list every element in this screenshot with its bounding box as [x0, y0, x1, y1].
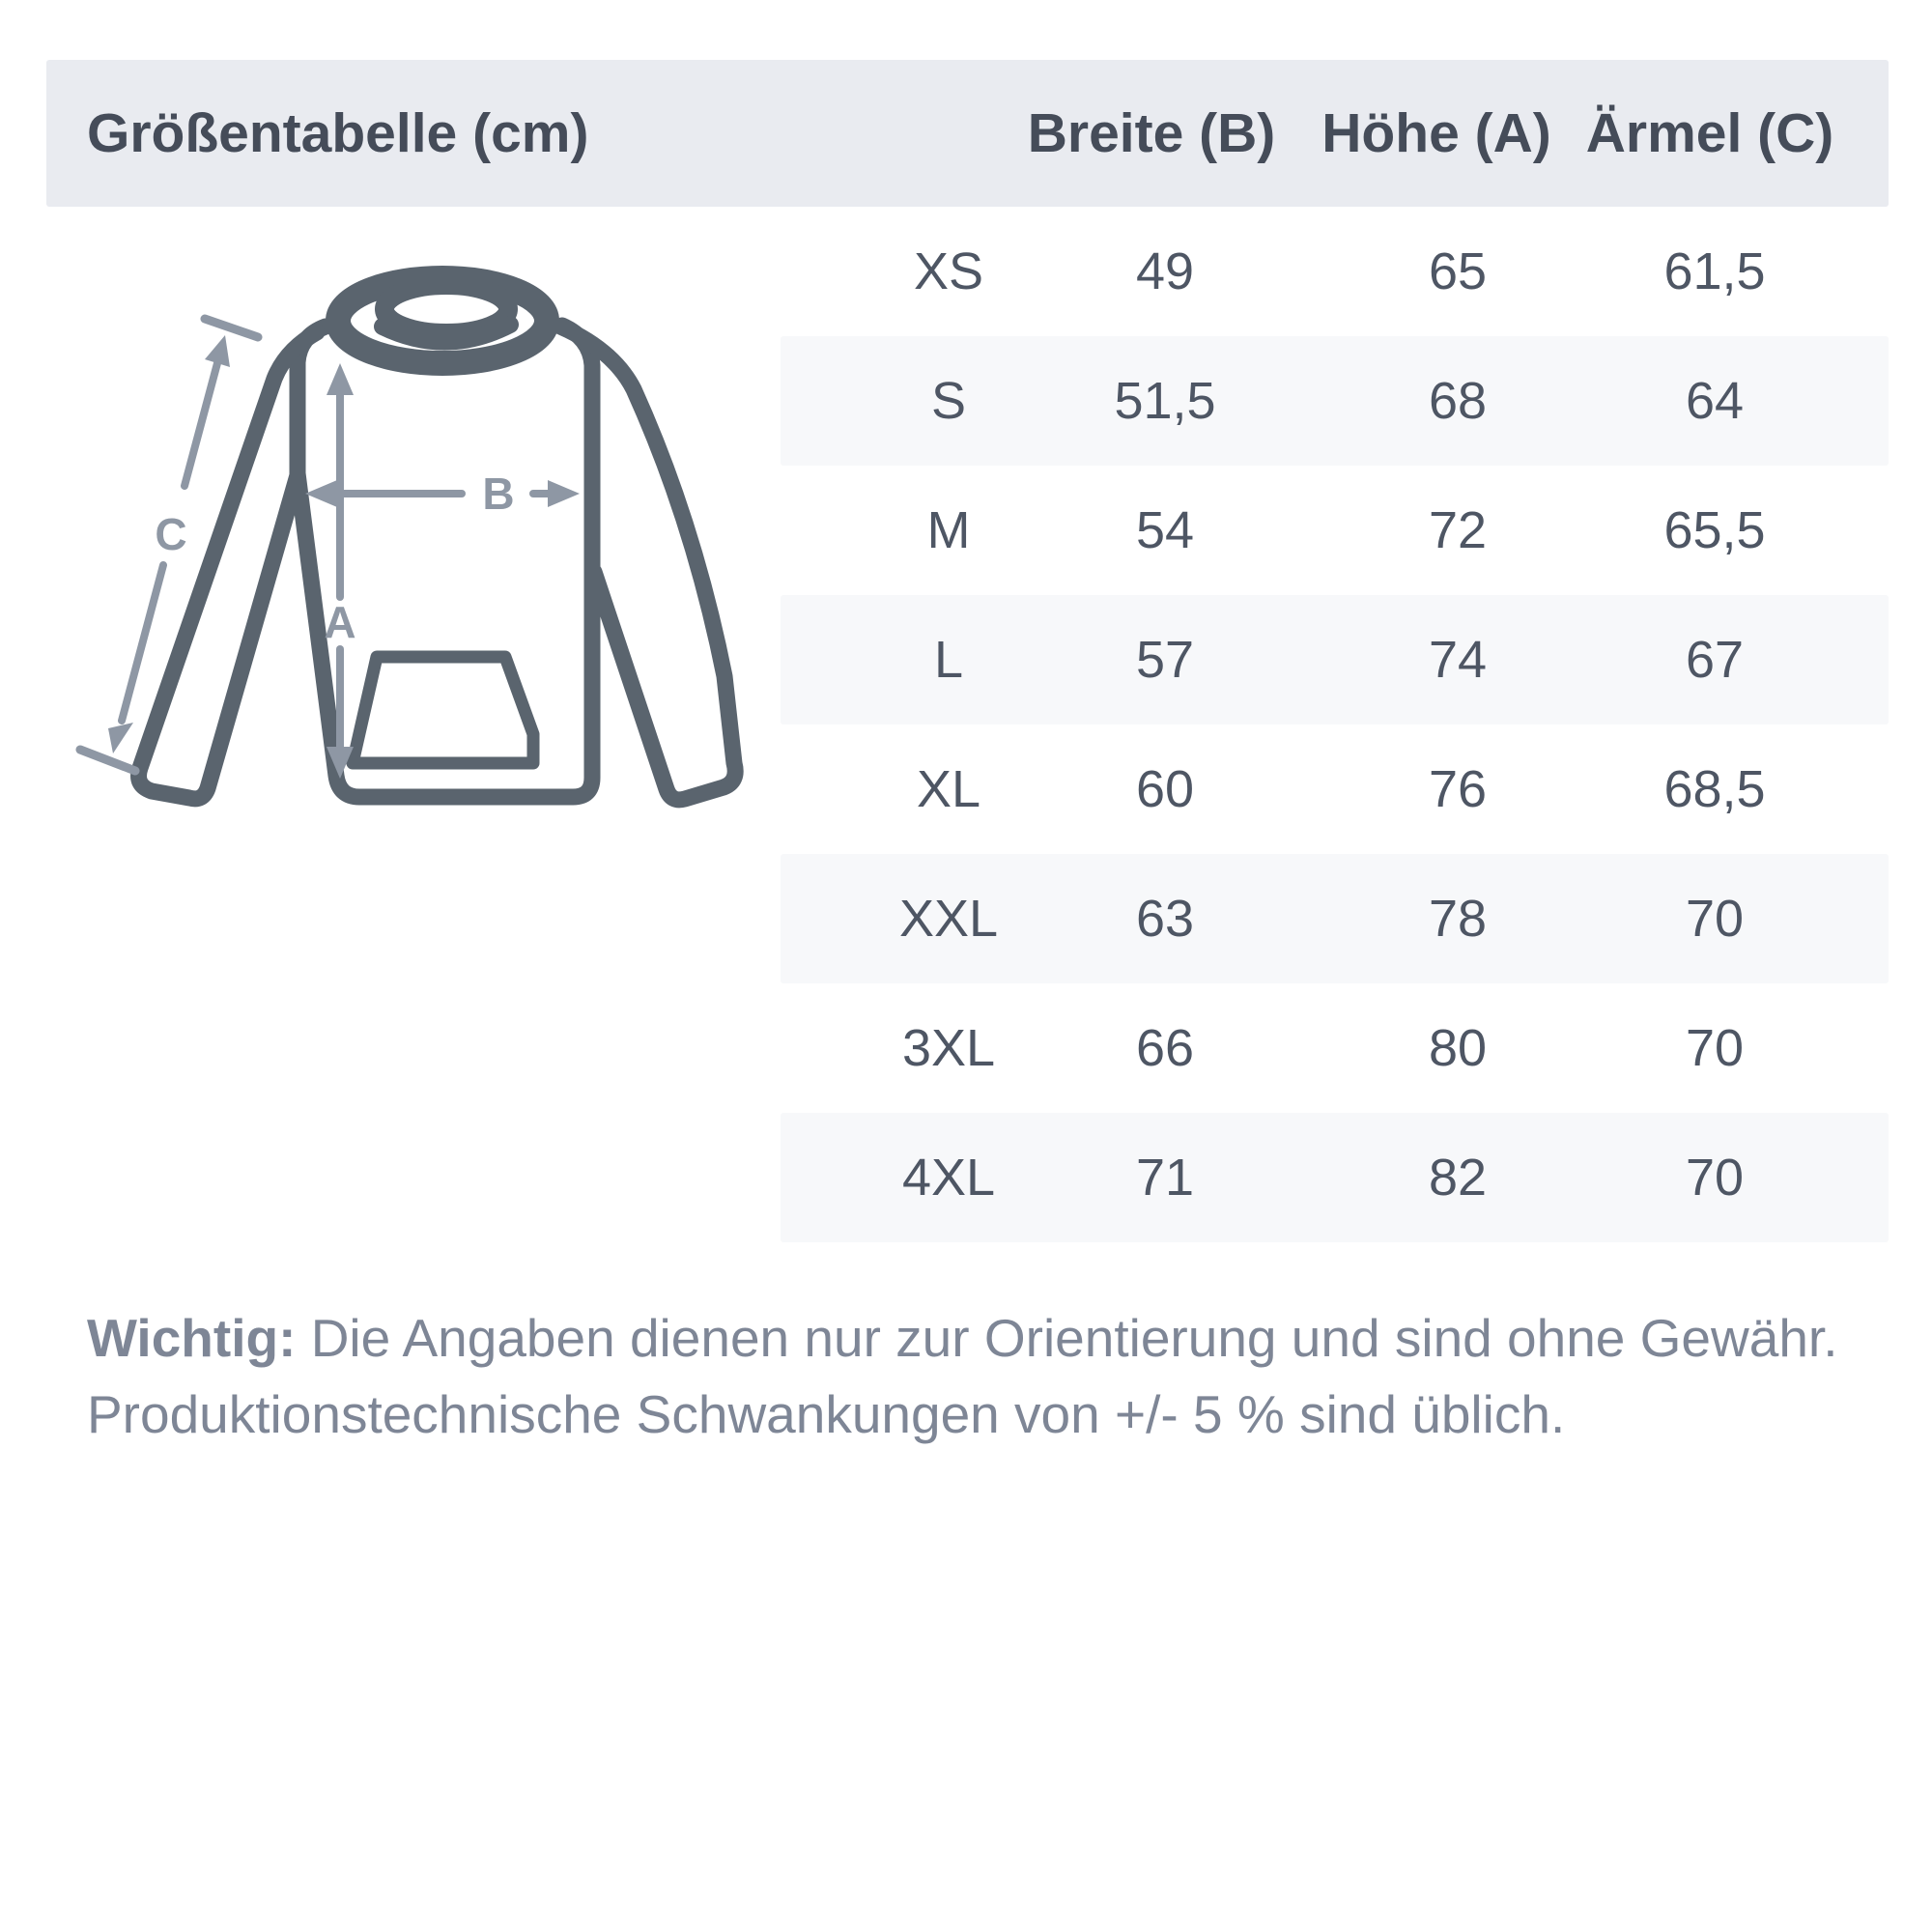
- hoehe-cell: 68: [1428, 372, 1488, 430]
- aermel-cell: 70: [1685, 890, 1745, 948]
- hoehe-cell: 76: [1428, 760, 1488, 818]
- hoodie-pocket: [353, 657, 533, 763]
- aermel-cell: 70: [1685, 1149, 1745, 1207]
- footer-line-1: [87, 1300, 1855, 1377]
- hoehe-cell: 80: [1428, 1019, 1488, 1077]
- aermel-cell: 68,5: [1663, 760, 1766, 818]
- footer-line-2: Produktionstechnische Schwankungen von +/- 5 % sind üblich.: [87, 1384, 1566, 1444]
- hoodie-measurement-diagram: [48, 213, 782, 850]
- size-cell: S: [930, 372, 967, 430]
- breite-cell: 57: [1135, 631, 1195, 689]
- size-cell: M: [926, 501, 971, 559]
- page-title: Größentabelle (cm): [87, 102, 589, 164]
- aermel-cell: 67: [1685, 631, 1745, 689]
- breite-cell: 60: [1135, 760, 1195, 818]
- table-row: [0, 1113, 1932, 1242]
- breite-cell: 54: [1135, 501, 1195, 559]
- label-height-a: A: [324, 597, 356, 647]
- aermel-cell: 65,5: [1663, 501, 1766, 559]
- breite-cell: 66: [1135, 1019, 1195, 1077]
- size-cell: 3XL: [901, 1019, 996, 1077]
- table-row: [0, 983, 1932, 1113]
- hoehe-cell: 74: [1428, 631, 1488, 689]
- size-cell: XL: [916, 760, 981, 818]
- label-sleeve-c: C: [155, 509, 187, 559]
- footer-note: [87, 1300, 1855, 1453]
- hoehe-cell: 72: [1428, 501, 1488, 559]
- column-header-breite: Breite (B): [1027, 102, 1276, 164]
- breite-cell: 71: [1135, 1149, 1195, 1207]
- width-dimension-arrow: [305, 480, 580, 507]
- table-row: [0, 854, 1932, 983]
- breite-cell: 51,5: [1114, 372, 1216, 430]
- column-header-hoehe: Höhe (A): [1321, 102, 1551, 164]
- sleeve-arrow-top-tick: [205, 319, 258, 337]
- footer-important-label: Wichtig:: [87, 1308, 297, 1368]
- footer-line-1-text: Die Angaben dienen nur zur Orientierung und sind ohne Gewähr.: [310, 1308, 1838, 1368]
- aermel-cell: 64: [1685, 372, 1745, 430]
- aermel-cell: 61,5: [1663, 242, 1766, 300]
- hoehe-cell: 82: [1428, 1149, 1488, 1207]
- size-chart-header: [46, 60, 1889, 207]
- hoehe-cell: 78: [1428, 890, 1488, 948]
- sleeve-arrow-bottom-tick: [80, 750, 135, 771]
- breite-cell: 49: [1135, 242, 1195, 300]
- size-cell: XXL: [898, 890, 999, 948]
- size-cell: XS: [913, 242, 984, 300]
- breite-cell: 63: [1135, 890, 1195, 948]
- hoehe-cell: 65: [1428, 242, 1488, 300]
- size-cell: 4XL: [901, 1149, 996, 1207]
- label-width-b: B: [482, 469, 515, 519]
- column-header-aermel: Ärmel (C): [1585, 102, 1834, 164]
- size-cell: L: [933, 631, 964, 689]
- aermel-cell: 70: [1685, 1019, 1745, 1077]
